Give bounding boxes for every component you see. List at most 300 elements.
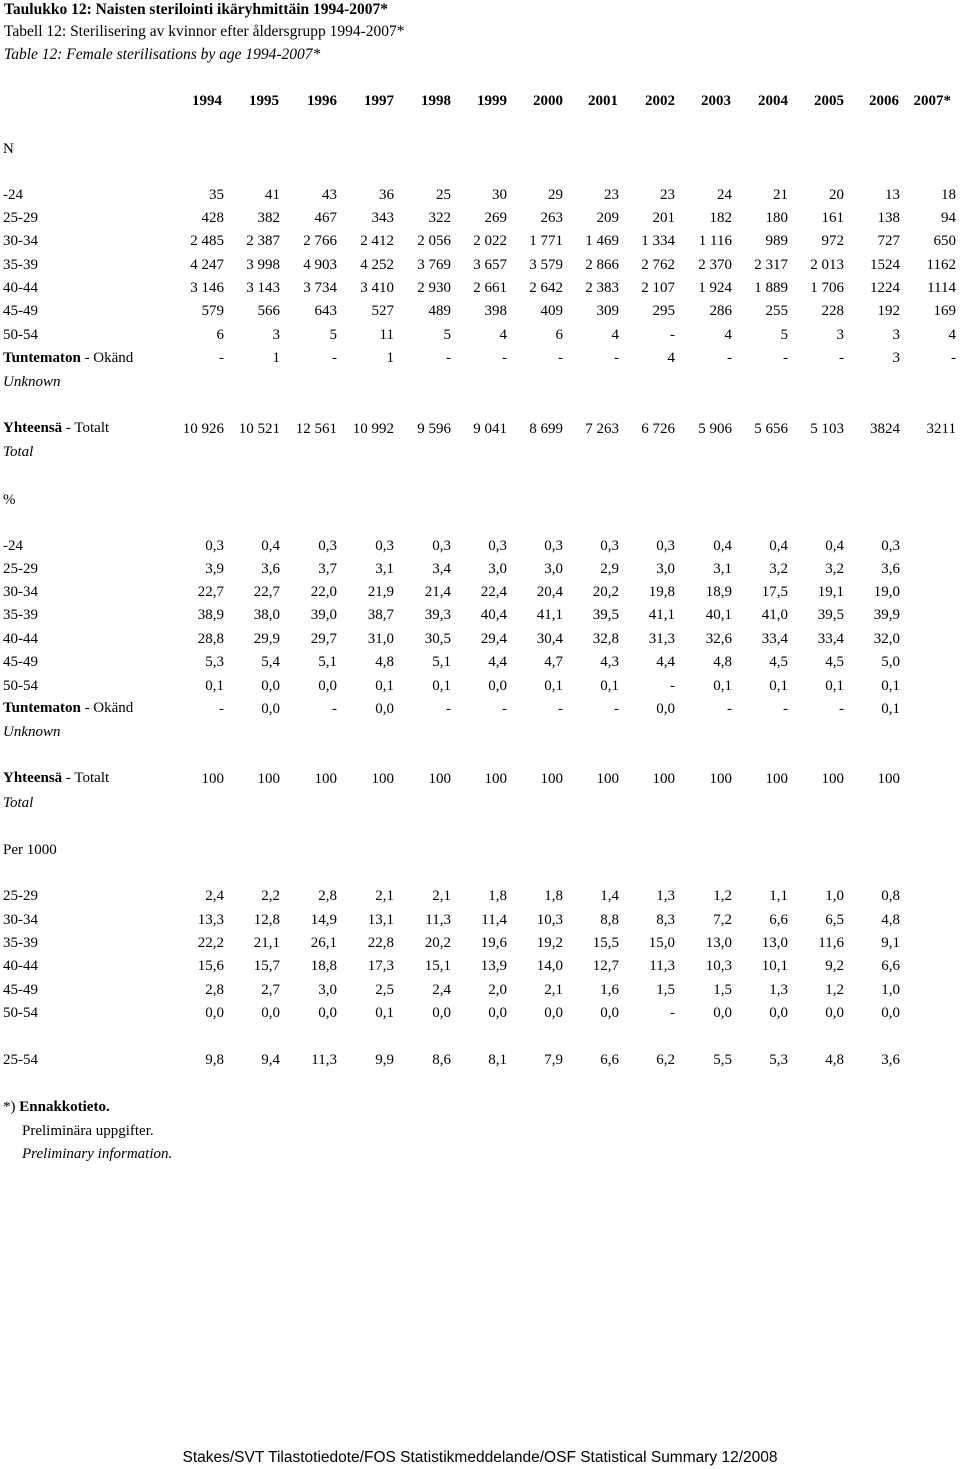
table-cell: 201	[652, 210, 675, 226]
table-cell: 4,4	[488, 654, 507, 670]
table-cell: -	[558, 350, 563, 366]
row-label: 25-54	[3, 1052, 38, 1068]
table-cell: 0,1	[881, 701, 900, 717]
table-cell: 0,1	[881, 678, 900, 694]
table-cell: 3,2	[825, 561, 844, 577]
table-cell: 1162	[926, 257, 956, 273]
table-cell: 650	[933, 233, 956, 249]
table-cell: 20,2	[424, 935, 451, 951]
table-cell: 4	[948, 327, 956, 343]
table-cell: 5,0	[881, 654, 900, 670]
table-cell: 0,0	[261, 1005, 280, 1021]
table-cell: 0,0	[544, 1005, 563, 1021]
table-cell: 41,0	[761, 607, 788, 623]
note-preliminary	[3, 1099, 110, 1116]
table-cell: 0,4	[769, 538, 788, 554]
table-cell: 309	[596, 303, 619, 319]
table-row	[0, 350, 960, 368]
table-cell: 1,0	[881, 982, 900, 998]
table-cell: 4 903	[303, 257, 337, 273]
row-label: 25-29	[3, 888, 38, 904]
row-label: 30-34	[3, 233, 38, 249]
table-cell: -	[839, 350, 844, 366]
table-cell: 4,7	[544, 654, 563, 670]
table-cell: 1 334	[641, 233, 675, 249]
table-cell: 39,5	[592, 607, 619, 623]
table-cell: 100	[821, 771, 844, 787]
table-cell: 38,7	[367, 607, 394, 623]
table-cell: 4,8	[713, 654, 732, 670]
table-cell: 22,0	[310, 584, 337, 600]
table-cell: 12,8	[253, 912, 280, 928]
table-cell: 0,1	[205, 678, 224, 694]
table-cell: 3 146	[190, 280, 224, 296]
table-cell: -	[332, 350, 337, 366]
table-cell: 209	[596, 210, 619, 226]
table-cell: 19,8	[648, 584, 675, 600]
table-cell: 31,3	[648, 631, 675, 647]
table-cell: 0,1	[375, 678, 394, 694]
table-cell: 0,4	[825, 538, 844, 554]
table-cell: 28,8	[197, 631, 224, 647]
table-cell: 1524	[870, 257, 900, 273]
table-cell: -	[502, 701, 507, 717]
table-cell: 12,7	[592, 958, 619, 974]
table-row	[0, 538, 960, 556]
table-cell: 11,6	[818, 935, 844, 951]
table-cell: 0,3	[656, 538, 675, 554]
year-header-cell: 1999	[477, 93, 507, 109]
table-cell: 2 766	[303, 233, 337, 249]
table-cell: 100	[257, 771, 280, 787]
table-cell: 343	[371, 210, 394, 226]
table-cell: -	[839, 701, 844, 717]
table-cell: 0,3	[600, 538, 619, 554]
table-cell: 29,4	[480, 631, 507, 647]
table-cell: 2,1	[375, 888, 394, 904]
table-cell: 3,6	[881, 1052, 900, 1068]
table-cell: 0,0	[881, 1005, 900, 1021]
table-cell: 14,0	[536, 958, 563, 974]
row-label: 30-34	[3, 584, 38, 600]
table-cell: 6,2	[656, 1052, 675, 1068]
table-row	[0, 982, 960, 1000]
table-cell: 2 317	[754, 257, 788, 273]
title-finnish: Taulukko 12: Naisten sterilointi ikäryhmittäin 1994-2007*	[4, 1, 388, 18]
table-row	[0, 1052, 960, 1070]
table-cell: 1,2	[713, 888, 732, 904]
table-cell: 10,3	[705, 958, 732, 974]
table-cell: 1,3	[656, 888, 675, 904]
table-cell: 3,2	[769, 561, 788, 577]
table-cell: 0,0	[488, 1005, 507, 1021]
table-cell: 6 726	[641, 421, 675, 437]
table-cell: 100	[201, 771, 224, 787]
table-cell: -	[670, 327, 675, 343]
table-cell: 2 930	[417, 280, 451, 296]
year-header-cell: 1996	[307, 93, 337, 109]
table-cell: 22,8	[367, 935, 394, 951]
table-cell: 23	[660, 187, 675, 203]
row-label: 45-49	[3, 654, 38, 670]
table-cell: 6,5	[825, 912, 844, 928]
table-cell: 18	[941, 187, 956, 203]
table-cell: 0,1	[544, 678, 563, 694]
table-cell: 0,1	[600, 678, 619, 694]
table-cell: -	[446, 701, 451, 717]
table-cell: 19,0	[873, 584, 900, 600]
table-cell: 11,4	[481, 912, 507, 928]
note-swedish: Preliminära uppgifter.	[22, 1123, 154, 1139]
table-cell: 5	[443, 327, 451, 343]
table-cell: 3,6	[881, 561, 900, 577]
table-cell: 0,1	[713, 678, 732, 694]
table-cell: 14,9	[310, 912, 337, 928]
row-label: 25-29	[3, 210, 38, 226]
year-header-cell: 2001	[588, 93, 618, 109]
table-cell: 41,1	[536, 607, 563, 623]
table-row	[0, 584, 960, 602]
table-cell: 1,8	[544, 888, 563, 904]
table-cell: 2 412	[360, 233, 394, 249]
table-cell: 263	[540, 210, 563, 226]
table-cell: 1114	[927, 280, 956, 296]
table-cell: 21,9	[367, 584, 394, 600]
table-cell: 100	[765, 771, 788, 787]
table-cell: 0,0	[713, 1005, 732, 1021]
year-header-cell: 1994	[192, 93, 222, 109]
row-label: 30-34	[3, 912, 38, 928]
row-label: 40-44	[3, 280, 38, 296]
table-cell: 4,5	[769, 654, 788, 670]
total-label-fi: Yhteensä	[3, 420, 63, 436]
row-label: 50-54	[3, 327, 38, 343]
table-cell: 2,9	[600, 561, 619, 577]
table-cell: 19,1	[817, 584, 844, 600]
table-cell: -	[670, 678, 675, 694]
table-cell: 23	[604, 187, 619, 203]
table-cell: 7,2	[713, 912, 732, 928]
table-cell: 0,1	[375, 1005, 394, 1021]
table-cell: 3,0	[488, 561, 507, 577]
table-cell: 39,3	[424, 607, 451, 623]
table-row	[0, 421, 960, 439]
table-cell: 6,6	[881, 958, 900, 974]
table-cell: 0,3	[432, 538, 451, 554]
table-cell: 7 263	[585, 421, 619, 437]
note-finnish: Ennakkotieto.	[19, 1099, 110, 1115]
table-cell: 13,9	[480, 958, 507, 974]
table-cell: 39,0	[310, 607, 337, 623]
table-cell: 2,1	[544, 982, 563, 998]
table-cell: 0,1	[432, 678, 451, 694]
table-cell: 3	[892, 327, 900, 343]
table-cell: 3,0	[656, 561, 675, 577]
table-cell: 1,0	[825, 888, 844, 904]
table-cell: 2,4	[432, 982, 451, 998]
table-cell: -	[727, 701, 732, 717]
table-cell: 2,0	[488, 982, 507, 998]
year-header-cell: 2006	[869, 93, 899, 109]
table-cell: 2,5	[375, 982, 394, 998]
table-cell: 643	[314, 303, 337, 319]
table-cell: 41,1	[648, 607, 675, 623]
table-cell: 0,0	[318, 678, 337, 694]
table-cell: 22,2	[197, 935, 224, 951]
table-cell: 1 116	[698, 233, 732, 249]
table-cell: 35	[209, 187, 224, 203]
table-cell: 8,1	[488, 1052, 507, 1068]
table-cell: 0,3	[544, 538, 563, 554]
table-cell: 4	[667, 350, 675, 366]
table-cell: 0,4	[261, 538, 280, 554]
table-cell: 3,4	[432, 561, 451, 577]
table-cell: 5 906	[698, 421, 732, 437]
table-cell: 15,6	[197, 958, 224, 974]
table-cell: 17,3	[367, 958, 394, 974]
table-cell: 3 579	[529, 257, 563, 273]
table-cell: 4,3	[600, 654, 619, 670]
table-row	[0, 771, 960, 789]
table-cell: 1,3	[769, 982, 788, 998]
table-cell: 989	[765, 233, 788, 249]
row-label: 45-49	[3, 982, 38, 998]
table-row	[0, 327, 960, 345]
table-row	[0, 607, 960, 625]
row-label: 35-39	[3, 257, 38, 273]
table-cell: 100	[314, 771, 337, 787]
table-cell: -	[670, 1005, 675, 1021]
table-cell: 0,8	[881, 888, 900, 904]
table-cell: 0,4	[713, 538, 732, 554]
table-cell: -	[614, 350, 619, 366]
table-cell: 255	[765, 303, 788, 319]
year-header-cell: 2005	[814, 93, 844, 109]
table-cell: 1224	[870, 280, 900, 296]
table-cell: -	[332, 701, 337, 717]
table-row	[0, 303, 960, 321]
table-cell: 322	[428, 210, 451, 226]
table-cell: 428	[201, 210, 224, 226]
table-cell: 32,0	[873, 631, 900, 647]
year-header-cell: 2007*	[913, 93, 951, 109]
table-cell: 24	[717, 187, 732, 203]
table-cell: 15,0	[648, 935, 675, 951]
table-cell: 13	[885, 187, 900, 203]
table-cell: 4	[611, 327, 619, 343]
table-cell: 10 992	[352, 421, 394, 437]
table-row	[0, 678, 960, 696]
table-cell: 0,0	[375, 701, 394, 717]
table-cell: 5	[780, 327, 788, 343]
unknown-label-en: Unknown	[3, 724, 61, 740]
table-cell: 5,3	[769, 1052, 788, 1068]
table-cell: 3,7	[318, 561, 337, 577]
table-cell: 0,0	[261, 701, 280, 717]
table-cell: 4 252	[360, 257, 394, 273]
table-cell: 8,8	[600, 912, 619, 928]
table-cell: 3 657	[473, 257, 507, 273]
table-cell: 10 521	[238, 421, 280, 437]
table-cell: 31,0	[367, 631, 394, 647]
table-cell: 1,5	[713, 982, 732, 998]
table-cell: 727	[877, 233, 900, 249]
table-cell: 22,4	[480, 584, 507, 600]
section-label-percent: %	[3, 492, 16, 508]
table-cell: 20,4	[536, 584, 563, 600]
table-row	[0, 958, 960, 976]
unknown-label-sv: - Okänd	[80, 700, 134, 716]
table-row	[0, 701, 960, 719]
row-label: 45-49	[3, 303, 38, 319]
table-cell: 33,4	[761, 631, 788, 647]
table-cell: 21,1	[253, 935, 280, 951]
table-cell: 3,0	[544, 561, 563, 577]
table-cell: 0,0	[769, 1005, 788, 1021]
table-cell: 41	[265, 187, 280, 203]
year-header-cell: 2003	[701, 93, 731, 109]
table-row	[0, 1005, 960, 1023]
table-cell: 972	[821, 233, 844, 249]
table-cell: 489	[428, 303, 451, 319]
table-cell: 26,1	[310, 935, 337, 951]
table-cell: 2 056	[417, 233, 451, 249]
table-cell: 40,1	[705, 607, 732, 623]
table-cell: 1,5	[656, 982, 675, 998]
table-cell: 409	[540, 303, 563, 319]
table-cell: 1,1	[769, 888, 788, 904]
section-label-n: N	[3, 141, 14, 157]
title-english: Table 12: Female sterilisations by age 1994-2007*	[4, 46, 321, 63]
year-header-cell: 1997	[364, 93, 394, 109]
table-cell: 30,5	[424, 631, 451, 647]
table-cell: 5,1	[318, 654, 337, 670]
table-cell: 29,9	[253, 631, 280, 647]
table-cell: 169	[933, 303, 956, 319]
table-cell: 1,6	[600, 982, 619, 998]
table-cell: 13,1	[367, 912, 394, 928]
table-cell: 0,0	[825, 1005, 844, 1021]
table-cell: -	[614, 701, 619, 717]
table-cell: 4,8	[825, 1052, 844, 1068]
table-cell: 3	[272, 327, 280, 343]
row-label: 50-54	[3, 678, 38, 694]
table-row	[0, 631, 960, 649]
table-cell: 1 771	[529, 233, 563, 249]
total-label-en: Total	[3, 444, 34, 460]
table-cell: 2 762	[641, 257, 675, 273]
table-cell: 100	[540, 771, 563, 787]
table-cell: 1	[386, 350, 394, 366]
table-cell: 5 103	[810, 421, 844, 437]
table-cell: 0,3	[488, 538, 507, 554]
table-row	[0, 187, 960, 205]
table-cell: 0,0	[488, 678, 507, 694]
table-cell: 2 661	[473, 280, 507, 296]
table-cell: 2,7	[261, 982, 280, 998]
table-cell: 295	[652, 303, 675, 319]
table-cell: 4	[499, 327, 507, 343]
row-label: 40-44	[3, 631, 38, 647]
table-row	[0, 654, 960, 672]
table-cell: 0,3	[375, 538, 394, 554]
table-cell: 38,9	[197, 607, 224, 623]
total-label-en: Total	[3, 795, 34, 811]
table-cell: 11	[379, 327, 394, 343]
table-cell: 0,0	[261, 678, 280, 694]
table-cell: 13,0	[705, 935, 732, 951]
table-cell: 11,3	[311, 1052, 337, 1068]
table-cell: 43	[322, 187, 337, 203]
table-cell: 398	[484, 303, 507, 319]
table-cell: 3	[836, 327, 844, 343]
table-cell: 8,6	[432, 1052, 451, 1068]
table-cell: 100	[877, 771, 900, 787]
table-cell: 182	[709, 210, 732, 226]
table-cell: 4,8	[881, 912, 900, 928]
year-header-cell: 2002	[645, 93, 675, 109]
table-cell: 13,3	[197, 912, 224, 928]
table-cell: 100	[484, 771, 507, 787]
table-cell: 192	[877, 303, 900, 319]
table-cell: 22,7	[197, 584, 224, 600]
unknown-label-sv: - Okänd	[80, 350, 134, 366]
table-cell: 0,1	[825, 678, 844, 694]
table-cell: 20,2	[592, 584, 619, 600]
table-cell: 4,4	[656, 654, 675, 670]
table-cell: 9,2	[825, 958, 844, 974]
table-cell: 94	[941, 210, 956, 226]
table-cell: 100	[371, 771, 394, 787]
table-cell: 2,2	[261, 888, 280, 904]
table-cell: 382	[257, 210, 280, 226]
table-cell: 2 370	[698, 257, 732, 273]
unknown-label	[3, 700, 133, 717]
table-cell: 4,8	[375, 654, 394, 670]
row-label: -24	[3, 538, 23, 554]
total-label	[3, 770, 109, 787]
note-star: *)	[3, 1099, 20, 1115]
table-cell: 467	[314, 210, 337, 226]
unknown-label-fi: Tuntematon	[3, 350, 81, 366]
table-cell: 1	[272, 350, 280, 366]
table-cell: 9,9	[375, 1052, 394, 1068]
table-cell: -	[783, 350, 788, 366]
note-english: Preliminary information.	[22, 1146, 173, 1162]
table-cell: 0,3	[881, 538, 900, 554]
table-cell: 3 410	[360, 280, 394, 296]
table-cell: 22,7	[253, 584, 280, 600]
table-cell: 10,3	[536, 912, 563, 928]
table-cell: 100	[709, 771, 732, 787]
table-cell: 10 926	[182, 421, 224, 437]
table-cell: 8 699	[529, 421, 563, 437]
table-cell: 1 924	[698, 280, 732, 296]
table-cell: 18,8	[310, 958, 337, 974]
table-cell: 38,0	[253, 607, 280, 623]
table-cell: 0,3	[318, 538, 337, 554]
table-cell: 40,4	[480, 607, 507, 623]
table-cell: 3 998	[246, 257, 280, 273]
table-cell: 21,4	[424, 584, 451, 600]
year-header-cell: 1995	[249, 93, 279, 109]
table-cell: 29	[548, 187, 563, 203]
table-cell: 3 769	[417, 257, 451, 273]
table-cell: 2 107	[641, 280, 675, 296]
table-cell: 0,0	[318, 1005, 337, 1021]
year-header-cell: 2004	[758, 93, 788, 109]
table-cell: 161	[821, 210, 844, 226]
